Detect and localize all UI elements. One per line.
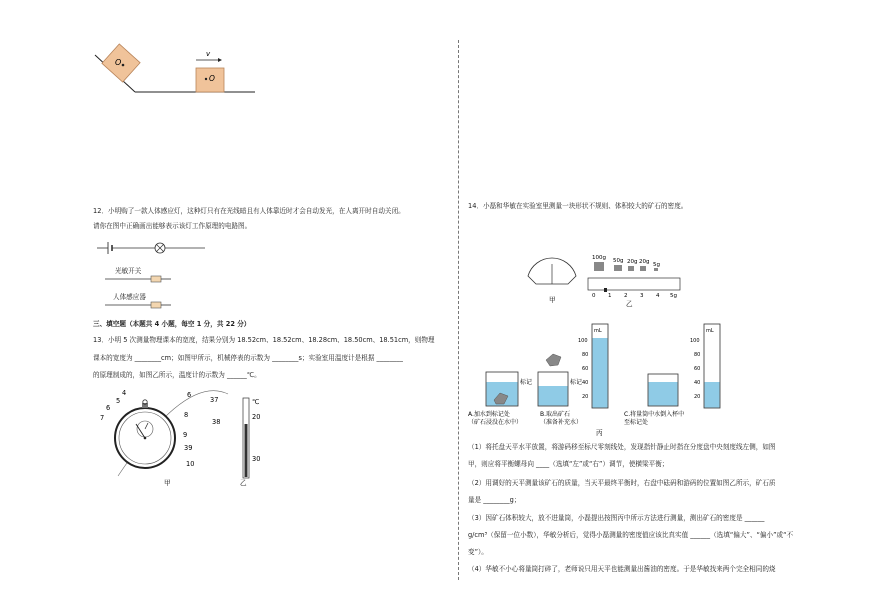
q12-line1: 12．小明购了一款人体感应灯，这种灯只有在光线暗且有人体靠近时才会自动发光，在人离开时自动关闭。 <box>93 207 405 215</box>
svg-text:60: 60 <box>694 366 701 372</box>
q14-p3c: 变”）。 <box>468 548 488 556</box>
svg-text:40: 40 <box>582 380 589 386</box>
svg-text:6: 6 <box>187 391 192 399</box>
svg-text:80: 80 <box>582 352 589 358</box>
svg-text:20g: 20g <box>639 259 650 265</box>
svg-text:20g: 20g <box>627 259 638 265</box>
svg-text:4: 4 <box>656 293 660 299</box>
mechanics-figure <box>90 40 270 100</box>
svg-text:1: 1 <box>608 293 612 299</box>
svg-text:0: 0 <box>592 293 596 299</box>
svg-text:（准备补充水）: （准备补充水） <box>540 419 583 426</box>
scale-caption: 甲 <box>549 296 556 304</box>
svg-text:8: 8 <box>184 411 189 419</box>
section-3-heading: 三、填空题（本题共 4 小题，每空 1 分，共 22 分） <box>93 320 251 328</box>
svg-text:mL: mL <box>594 328 602 334</box>
light-switch-label: 光敏开关 <box>115 267 142 275</box>
svg-text:9: 9 <box>183 431 188 439</box>
svg-text:5g: 5g <box>653 262 660 268</box>
column-divider <box>458 40 460 580</box>
svg-text:2: 2 <box>624 293 628 299</box>
balance-caption: 乙 <box>626 300 633 308</box>
svg-text:5g: 5g <box>670 293 677 299</box>
svg-text:（矿石浸没在水中）: （矿石浸没在水中） <box>468 419 523 426</box>
density-experiment-figure <box>466 320 736 438</box>
q14-line1: 14．小磊和华敏在实验室里测量一块形状不规则、体积较大的矿石的密度。 <box>468 202 688 210</box>
svg-text:℃: ℃ <box>252 398 260 406</box>
q14-p3b: g/cm³（保留一位小数），华敏分析后，觉得小磊测量的密度值应该比真实值 ______（选填“偏大”、“偏小”或“不 <box>468 531 794 539</box>
svg-text:100g: 100g <box>592 255 606 261</box>
stopwatch-thermometer-figure <box>90 384 270 488</box>
svg-text:20: 20 <box>252 413 261 421</box>
human-sensor-label: 人体感应器 <box>113 293 146 301</box>
svg-text:O: O <box>209 74 215 83</box>
svg-text:30: 30 <box>252 455 261 463</box>
svg-text:20: 20 <box>694 394 701 400</box>
svg-text:37: 37 <box>210 396 219 404</box>
svg-text:100: 100 <box>690 338 700 344</box>
svg-text:40: 40 <box>694 380 701 386</box>
svg-text:6: 6 <box>106 404 111 412</box>
svg-text:50g: 50g <box>613 258 624 264</box>
svg-text:O: O <box>115 58 122 67</box>
svg-text:5: 5 <box>116 397 121 405</box>
q13-line1: 13．小明 5 次测量物理课本的宽度，结果分别为 18.52cm、18.52cm、18.28cm、18.50cm、18.51cm，则物理 <box>93 336 435 344</box>
svg-text:3: 3 <box>640 293 644 299</box>
circuit-figure <box>93 237 213 315</box>
svg-text:标记: 标记 <box>570 379 583 386</box>
svg-text:v: v <box>206 50 211 58</box>
svg-text:A.加水到标记处: A.加水到标记处 <box>468 411 510 418</box>
q14-p1b: 甲，则应将平衡螺母向 ____（选填“左”或“右”）调节，使横梁平衡； <box>468 460 669 468</box>
svg-text:标记: 标记 <box>520 379 533 386</box>
svg-text:20: 20 <box>582 394 589 400</box>
svg-text:C.将量筒中水倒入杯中: C.将量筒中水倒入杯中 <box>624 411 685 418</box>
svg-text:39: 39 <box>184 444 193 452</box>
q14-p3a: （3）因矿石体积较大，放不进量筒，小磊提出按图丙中所示方法进行测量，测出矿石的密度是 ______ <box>468 514 765 522</box>
svg-text:7: 7 <box>100 414 105 422</box>
balance-figure <box>520 250 690 308</box>
svg-text:mL: mL <box>706 328 714 334</box>
thermometer-caption: 乙 <box>240 479 247 487</box>
svg-text:60: 60 <box>582 366 589 372</box>
svg-text:4: 4 <box>122 389 127 397</box>
svg-text:100: 100 <box>578 338 588 344</box>
q13-line3: 的原理制成的，如图乙所示，温度计的示数为 ______℃。 <box>93 371 261 379</box>
q13-line2: 课本的宽度为 ________cm；如图甲所示，机械停表的示数为 ________s；实验室用温度计是根据 ________ <box>93 354 403 362</box>
svg-text:至标记处: 至标记处 <box>624 419 649 426</box>
stopwatch-caption: 甲 <box>164 479 171 487</box>
q14-p1a: （1）将托盘天平水平放置，将游码移至标尺零刻线处，发现指针静止时指在分度盘中央刻度线左侧，如图 <box>468 443 776 451</box>
svg-text:10: 10 <box>186 460 195 468</box>
q14-p4: （4）华敏不小心将量筒打碎了，老师说只用天平也能测量出酱油的密度。于是华敏找来两个完全相同的烧 <box>468 565 776 573</box>
experiment-caption: 丙 <box>596 429 603 437</box>
svg-text:38: 38 <box>212 418 221 426</box>
svg-text:B.取出矿石: B.取出矿石 <box>540 411 571 418</box>
q12-line2: 请你在图中正确画出能够表示该灯工作原理的电路图。 <box>93 222 252 230</box>
q14-p2a: （2）用调好的天平测量该矿石的质量，当天平最终平衡时，右盘中砝码和游码的位置如图乙所示，矿石质 <box>468 479 776 487</box>
q14-p2b: 量是 ________g； <box>468 496 521 504</box>
svg-text:80: 80 <box>694 352 701 358</box>
